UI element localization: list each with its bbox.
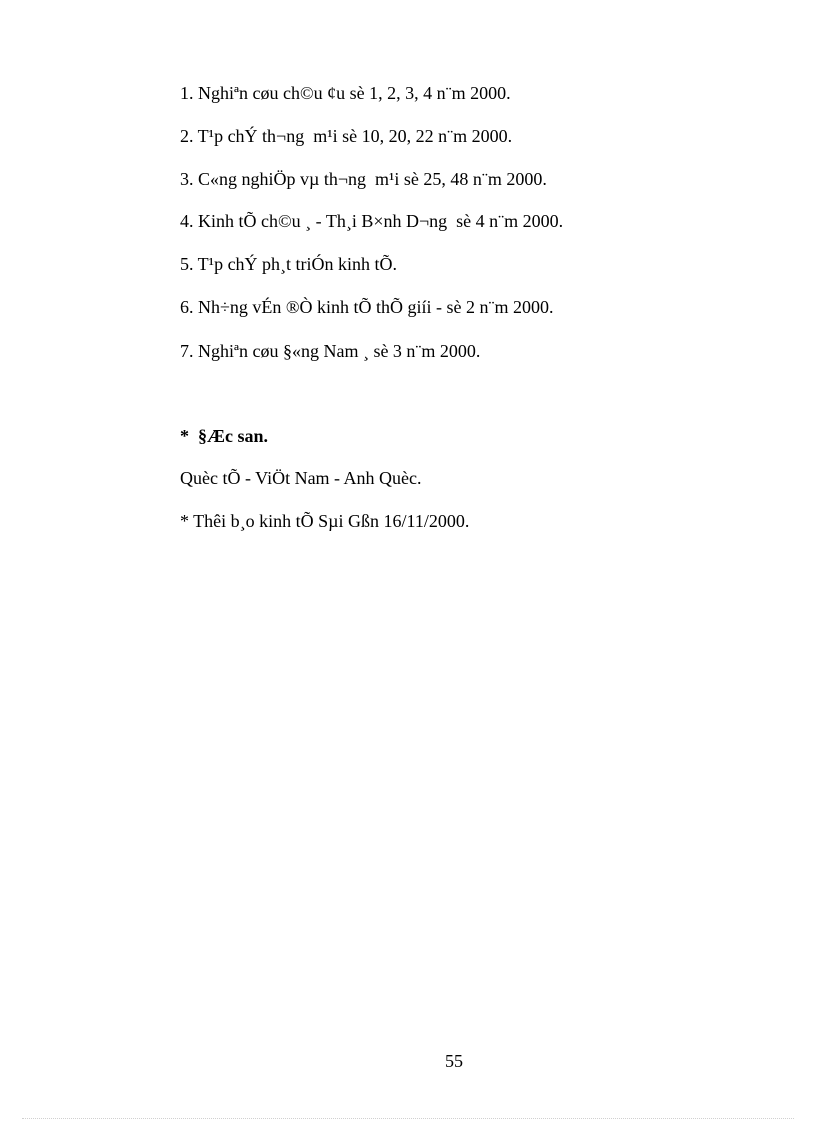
reference-item-1: 1. Nghiªn cøu ch©u ¢u sè 1, 2, 3, 4 n¨m 2000. — [180, 83, 511, 103]
special-section-heading: * §Æc san. — [180, 426, 269, 446]
reference-item-2: 2. T¹p chÝ th¬ng m¹i sè 10, 20, 22 n¨m 2000. — [180, 126, 513, 146]
special-section-item-1: Quèc tÕ - ViÖt Nam - Anh Quèc. — [180, 468, 422, 488]
special-section-item-2: * Thêi b¸o kinh tÕ Sµi Gßn 16/11/2000. — [180, 511, 470, 531]
reference-item-6: 6. Nh÷ng vÉn ®Ò kinh tÕ thÕ giíi - sè 2 n¨m 2000. — [180, 297, 554, 317]
page-bottom-divider — [22, 1118, 794, 1119]
reference-item-7: 7. Nghiªn cøu §«ng Nam ¸ sè 3 n¨m 2000. — [180, 341, 481, 361]
page-number: 55 — [445, 1051, 463, 1071]
reference-item-4: 4. Kinh tÕ ch©u ¸ - Th¸i B×nh D¬ng sè 4 n¨m 2000. — [180, 211, 564, 231]
reference-item-5: 5. T¹p chÝ ph¸t triÓn kinh tÕ. — [180, 254, 398, 274]
reference-item-3: 3. C«ng nghiÖp vµ th¬ng m¹i sè 25, 48 n¨m 2000. — [180, 169, 547, 189]
